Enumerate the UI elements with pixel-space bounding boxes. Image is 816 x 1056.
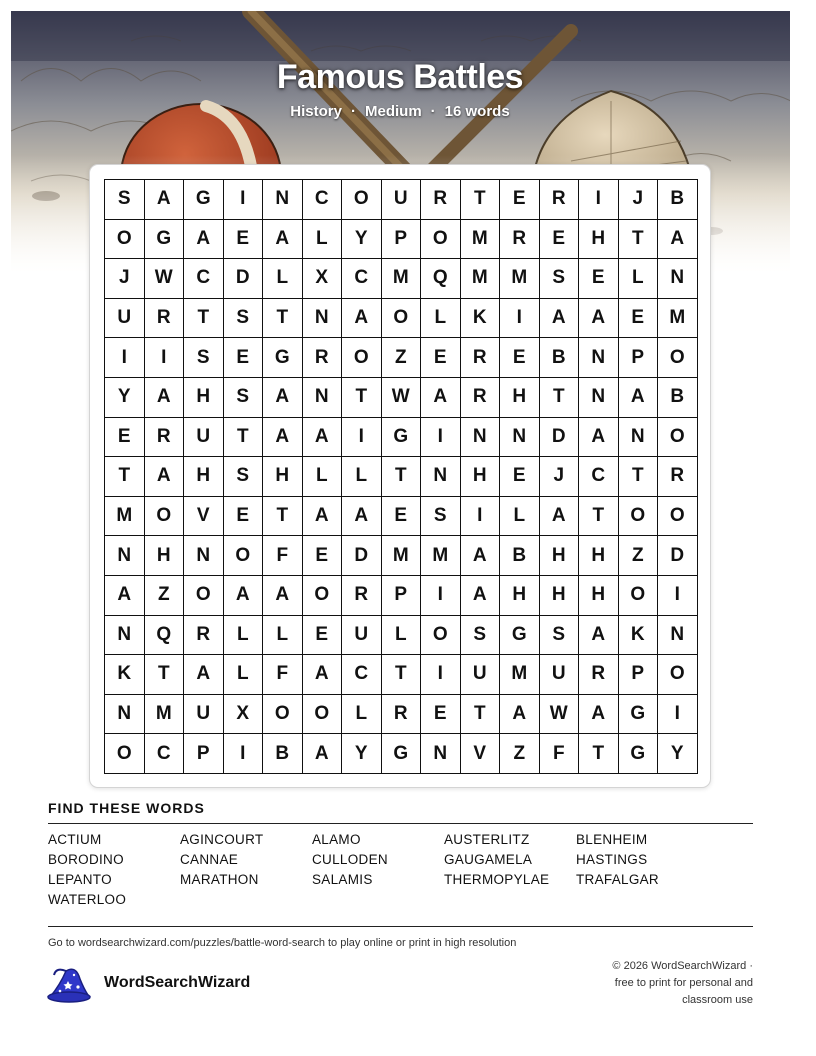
grid-cell[interactable]: X — [224, 695, 264, 735]
grid-cell[interactable]: N — [263, 180, 303, 220]
grid-cell[interactable]: W — [382, 378, 422, 418]
grid-cell[interactable]: G — [619, 734, 659, 774]
grid-cell[interactable]: E — [500, 457, 540, 497]
grid-cell[interactable]: T — [579, 734, 619, 774]
grid-cell[interactable]: H — [184, 378, 224, 418]
grid-cell[interactable]: L — [263, 259, 303, 299]
brand-name: WordSearchWizard — [104, 974, 251, 991]
grid-cell[interactable]: U — [184, 695, 224, 735]
grid-cell[interactable]: R — [382, 695, 422, 735]
word-item: LEPANTO — [48, 872, 112, 887]
grid-cell[interactable]: A — [105, 576, 145, 616]
copyright-text — [573, 958, 753, 1009]
letter-grid — [104, 179, 698, 774]
copyright-line: classroom use — [682, 994, 753, 1006]
grid-cell[interactable]: O — [658, 655, 698, 695]
grid-cell[interactable]: G — [500, 616, 540, 656]
grid-cell[interactable]: S — [224, 457, 264, 497]
grid-cell[interactable]: L — [263, 616, 303, 656]
grid-cell[interactable]: N — [658, 616, 698, 656]
grid-cell[interactable]: T — [461, 180, 501, 220]
grid-cell[interactable]: Z — [382, 338, 422, 378]
grid-cell[interactable]: S — [461, 616, 501, 656]
grid-cell[interactable]: T — [619, 457, 659, 497]
grid-cell[interactable]: E — [500, 338, 540, 378]
grid-cell[interactable]: B — [540, 338, 580, 378]
grid-cell[interactable]: S — [224, 299, 264, 339]
grid-cell[interactable]: A — [145, 180, 185, 220]
grid-cell[interactable]: N — [184, 536, 224, 576]
grid-cell[interactable]: Y — [342, 734, 382, 774]
grid-cell[interactable]: U — [461, 655, 501, 695]
grid-cell[interactable]: A — [461, 536, 501, 576]
grid-cell[interactable]: E — [224, 220, 264, 260]
grid-cell[interactable]: R — [145, 299, 185, 339]
grid-cell[interactable]: N — [658, 259, 698, 299]
grid-cell[interactable]: A — [421, 378, 461, 418]
grid-cell[interactable]: R — [461, 378, 501, 418]
word-item: MARATHON — [180, 872, 259, 887]
grid-cell[interactable]: T — [105, 457, 145, 497]
grid-cell[interactable]: B — [658, 378, 698, 418]
grid-cell[interactable]: T — [224, 418, 264, 458]
grid-cell[interactable]: U — [184, 418, 224, 458]
grid-cell[interactable]: O — [658, 418, 698, 458]
grid-cell[interactable]: M — [461, 220, 501, 260]
word-item: AGINCOURT — [180, 832, 264, 847]
word-item: BLENHEIM — [576, 832, 648, 847]
grid-cell[interactable]: A — [184, 220, 224, 260]
grid-cell[interactable]: O — [421, 616, 461, 656]
grid-cell[interactable]: L — [303, 220, 343, 260]
word-item: WATERLOO — [48, 892, 127, 907]
grid-cell[interactable]: A — [579, 695, 619, 735]
copyright-line: © 2026 WordSearchWizard · — [612, 960, 753, 972]
grid-cell[interactable]: L — [421, 299, 461, 339]
grid-cell[interactable]: I — [421, 576, 461, 616]
grid-cell[interactable]: A — [224, 576, 264, 616]
grid-cell[interactable]: A — [619, 378, 659, 418]
grid-cell[interactable]: R — [500, 220, 540, 260]
grid-cell[interactable]: Z — [500, 734, 540, 774]
grid-cell[interactable]: A — [303, 418, 343, 458]
word-list — [48, 832, 753, 908]
grid-cell[interactable]: R — [461, 338, 501, 378]
grid-cell[interactable]: G — [382, 734, 422, 774]
grid-cell[interactable]: E — [224, 338, 264, 378]
grid-cell[interactable]: M — [500, 259, 540, 299]
grid-cell[interactable]: R — [342, 576, 382, 616]
grid-cell[interactable]: S — [184, 338, 224, 378]
grid-cell[interactable]: E — [224, 497, 264, 537]
grid-cell[interactable]: T — [342, 378, 382, 418]
grid-cell[interactable]: G — [145, 220, 185, 260]
word-item: GAUGAMELA — [444, 852, 533, 867]
grid-cell[interactable]: M — [658, 299, 698, 339]
grid-cell[interactable]: M — [105, 497, 145, 537]
grid-cell[interactable]: A — [145, 378, 185, 418]
grid-cell[interactable]: T — [382, 457, 422, 497]
wizard-hat-icon — [46, 963, 92, 1003]
grid-cell[interactable]: T — [263, 497, 303, 537]
grid-cell[interactable]: H — [579, 576, 619, 616]
grid-cell[interactable]: R — [421, 180, 461, 220]
grid-cell[interactable]: Q — [421, 259, 461, 299]
grid-cell[interactable]: S — [224, 378, 264, 418]
grid-cell[interactable]: N — [421, 734, 461, 774]
grid-cell[interactable]: A — [145, 457, 185, 497]
grid-cell[interactable]: E — [105, 418, 145, 458]
grid-cell[interactable]: A — [658, 220, 698, 260]
grid-cell[interactable]: M — [382, 536, 422, 576]
grid-cell[interactable]: N — [105, 616, 145, 656]
grid-cell[interactable]: L — [224, 616, 264, 656]
grid-cell[interactable]: C — [145, 734, 185, 774]
grid-cell[interactable]: T — [263, 299, 303, 339]
grid-cell[interactable]: A — [263, 418, 303, 458]
grid-cell[interactable]: H — [540, 536, 580, 576]
grid-cell[interactable]: A — [500, 695, 540, 735]
grid-cell[interactable]: M — [421, 536, 461, 576]
grid-cell[interactable]: D — [224, 259, 264, 299]
grid-cell[interactable]: O — [303, 576, 343, 616]
grid-cell[interactable]: A — [263, 220, 303, 260]
grid-cell[interactable]: M — [461, 259, 501, 299]
title-block — [0, 58, 800, 120]
grid-cell[interactable]: W — [145, 259, 185, 299]
word-item: ALAMO — [312, 832, 361, 847]
grid-cell[interactable]: G — [382, 418, 422, 458]
grid-cell[interactable]: P — [382, 576, 422, 616]
grid-cell[interactable]: D — [658, 536, 698, 576]
divider — [48, 823, 753, 824]
grid-cell[interactable]: P — [619, 338, 659, 378]
grid-cell[interactable]: L — [500, 497, 540, 537]
grid-cell[interactable]: A — [540, 497, 580, 537]
grid-cell[interactable]: J — [540, 457, 580, 497]
grid-cell[interactable]: I — [579, 180, 619, 220]
grid-cell[interactable]: A — [579, 616, 619, 656]
grid-cell[interactable]: C — [342, 259, 382, 299]
puzzle-meta — [0, 103, 800, 120]
grid-cell[interactable]: D — [342, 536, 382, 576]
grid-cell[interactable]: I — [105, 338, 145, 378]
grid-cell[interactable]: T — [382, 655, 422, 695]
grid-cell[interactable]: G — [184, 180, 224, 220]
grid-cell[interactable]: O — [263, 695, 303, 735]
grid-cell[interactable]: F — [263, 655, 303, 695]
grid-cell[interactable]: A — [342, 497, 382, 537]
brand — [46, 963, 250, 1003]
grid-cell[interactable]: F — [540, 734, 580, 774]
grid-cell[interactable]: J — [105, 259, 145, 299]
grid-cell[interactable]: X — [303, 259, 343, 299]
word-item: CULLODEN — [312, 852, 388, 867]
grid-cell[interactable]: L — [382, 616, 422, 656]
grid-cell[interactable]: P — [619, 655, 659, 695]
grid-cell[interactable]: K — [461, 299, 501, 339]
grid-cell[interactable]: F — [263, 536, 303, 576]
grid-cell[interactable]: O — [105, 734, 145, 774]
grid-cell[interactable]: R — [303, 338, 343, 378]
grid-cell[interactable]: C — [579, 457, 619, 497]
grid-cell[interactable]: H — [500, 378, 540, 418]
grid-cell[interactable]: A — [184, 655, 224, 695]
grid-cell[interactable]: P — [184, 734, 224, 774]
grid-cell[interactable]: E — [303, 536, 343, 576]
grid-cell[interactable]: A — [579, 299, 619, 339]
category-label: History — [290, 103, 342, 120]
grid-cell[interactable]: B — [658, 180, 698, 220]
grid-cell[interactable]: E — [619, 299, 659, 339]
grid-cell[interactable]: I — [421, 418, 461, 458]
grid-cell[interactable]: Y — [658, 734, 698, 774]
grid-cell[interactable]: T — [145, 655, 185, 695]
grid-cell[interactable]: H — [579, 220, 619, 260]
grid-cell[interactable]: R — [184, 616, 224, 656]
word-item: ACTIUM — [48, 832, 102, 847]
grid-cell[interactable]: E — [303, 616, 343, 656]
grid-cell[interactable]: B — [500, 536, 540, 576]
grid-cell[interactable]: O — [145, 497, 185, 537]
grid-cell[interactable]: G — [263, 338, 303, 378]
grid-cell[interactable]: T — [461, 695, 501, 735]
grid-cell[interactable]: O — [342, 180, 382, 220]
grid-cell[interactable]: S — [421, 497, 461, 537]
grid-cell[interactable]: S — [540, 259, 580, 299]
grid-cell[interactable]: E — [421, 338, 461, 378]
grid-cell[interactable]: I — [342, 418, 382, 458]
word-item: THERMOPYLAE — [444, 872, 550, 887]
grid-cell[interactable]: U — [382, 180, 422, 220]
grid-cell[interactable]: N — [461, 418, 501, 458]
grid-cell[interactable]: A — [303, 734, 343, 774]
grid-cell[interactable]: E — [540, 220, 580, 260]
grid-cell[interactable]: H — [461, 457, 501, 497]
grid-cell[interactable]: U — [342, 616, 382, 656]
grid-cell[interactable]: S — [105, 180, 145, 220]
grid-cell[interactable]: K — [619, 616, 659, 656]
grid-cell[interactable]: R — [579, 655, 619, 695]
grid-cell[interactable]: T — [540, 378, 580, 418]
grid-cell[interactable]: A — [461, 576, 501, 616]
grid-cell[interactable]: A — [303, 497, 343, 537]
grid-cell[interactable]: O — [658, 338, 698, 378]
grid-cell[interactable]: N — [105, 536, 145, 576]
grid-cell[interactable]: A — [303, 655, 343, 695]
grid-cell[interactable]: D — [540, 418, 580, 458]
grid-cell[interactable]: K — [105, 655, 145, 695]
grid-cell[interactable]: I — [658, 695, 698, 735]
grid-cell[interactable]: N — [303, 299, 343, 339]
grid-cell[interactable]: N — [303, 378, 343, 418]
grid-cell[interactable]: I — [421, 655, 461, 695]
grid-cell[interactable]: O — [382, 299, 422, 339]
grid-cell[interactable]: N — [500, 418, 540, 458]
grid-cell[interactable]: A — [263, 378, 303, 418]
grid-cell[interactable]: L — [342, 695, 382, 735]
grid-cell[interactable]: C — [342, 655, 382, 695]
grid-cell[interactable]: P — [382, 220, 422, 260]
grid-cell[interactable]: E — [421, 695, 461, 735]
copyright-line: free to print for personal and — [614, 977, 753, 989]
grid-cell[interactable]: E — [579, 259, 619, 299]
grid-cell[interactable]: L — [224, 655, 264, 695]
grid-cell[interactable]: O — [619, 497, 659, 537]
grid-cell[interactable]: A — [540, 299, 580, 339]
grid-cell[interactable]: V — [461, 734, 501, 774]
grid-cell[interactable]: B — [263, 734, 303, 774]
word-item: CANNAE — [180, 852, 239, 867]
grid-cell[interactable]: J — [619, 180, 659, 220]
grid-cell[interactable]: Q — [145, 616, 185, 656]
grid-cell[interactable]: I — [658, 576, 698, 616]
divider — [48, 926, 753, 927]
word-item: HASTINGS — [576, 852, 648, 867]
grid-cell[interactable]: U — [540, 655, 580, 695]
grid-cell[interactable]: L — [342, 457, 382, 497]
grid-cell[interactable]: O — [658, 497, 698, 537]
grid-cell[interactable]: E — [382, 497, 422, 537]
grid-cell[interactable]: V — [184, 497, 224, 537]
grid-cell[interactable]: M — [382, 259, 422, 299]
grid-cell[interactable]: R — [658, 457, 698, 497]
grid-cell[interactable]: M — [145, 695, 185, 735]
word-count-label: 16 words — [444, 103, 510, 120]
grid-cell[interactable]: I — [461, 497, 501, 537]
grid-cell[interactable]: C — [184, 259, 224, 299]
grid-cell[interactable]: S — [540, 616, 580, 656]
grid-cell[interactable]: O — [303, 695, 343, 735]
difficulty-label: Medium — [364, 103, 422, 120]
grid-cell[interactable]: T — [619, 220, 659, 260]
grid-cell[interactable]: H — [579, 536, 619, 576]
grid-cell[interactable]: C — [303, 180, 343, 220]
word-list-heading: FIND THESE WORDS — [48, 800, 205, 816]
grid-cell[interactable]: N — [579, 338, 619, 378]
grid-cell[interactable]: L — [303, 457, 343, 497]
grid-cell[interactable]: U — [105, 299, 145, 339]
grid-cell[interactable]: W — [540, 695, 580, 735]
grid-cell[interactable]: N — [421, 457, 461, 497]
grid-cell[interactable]: I — [145, 338, 185, 378]
grid-cell[interactable]: M — [500, 655, 540, 695]
grid-cell[interactable]: O — [342, 338, 382, 378]
grid-cell[interactable]: Z — [145, 576, 185, 616]
separator-dot: · — [430, 103, 436, 120]
grid-cell[interactable]: H — [145, 536, 185, 576]
grid-cell[interactable]: O — [184, 576, 224, 616]
grid-cell[interactable]: H — [500, 576, 540, 616]
grid-cell[interactable]: N — [105, 695, 145, 735]
grid-cell[interactable]: A — [579, 418, 619, 458]
grid-cell[interactable]: H — [540, 576, 580, 616]
grid-cell[interactable]: I — [500, 299, 540, 339]
grid-cell[interactable]: H — [263, 457, 303, 497]
word-item: BORODINO — [48, 852, 124, 867]
word-item: SALAMIS — [312, 872, 373, 887]
word-item: AUSTERLITZ — [444, 832, 530, 847]
grid-cell[interactable]: H — [184, 457, 224, 497]
grid-cell[interactable]: O — [619, 576, 659, 616]
word-item: TRAFALGAR — [576, 872, 659, 887]
grid-cell[interactable]: I — [224, 180, 264, 220]
grid-cell[interactable]: Y — [105, 378, 145, 418]
grid-cell[interactable]: N — [579, 378, 619, 418]
grid-cell[interactable]: L — [619, 259, 659, 299]
grid-cell[interactable]: I — [224, 734, 264, 774]
separator-dot: · — [350, 103, 356, 120]
grid-cell[interactable]: A — [342, 299, 382, 339]
puzzle-title: Famous Battles — [276, 58, 524, 96]
grid-cell[interactable]: G — [619, 695, 659, 735]
grid-cell[interactable]: T — [579, 497, 619, 537]
grid-cell[interactable]: Z — [619, 536, 659, 576]
grid-cell[interactable]: T — [184, 299, 224, 339]
grid-cell[interactable]: O — [224, 536, 264, 576]
grid-cell[interactable]: O — [105, 220, 145, 260]
grid-cell[interactable]: A — [263, 576, 303, 616]
grid-cell[interactable]: Y — [342, 220, 382, 260]
grid-cell[interactable]: R — [540, 180, 580, 220]
grid-cell[interactable]: O — [421, 220, 461, 260]
grid-cell[interactable]: R — [145, 418, 185, 458]
grid-cell[interactable]: E — [500, 180, 540, 220]
footer-url-text: Go to wordsearchwizard.com/puzzles/battle-word-search to play online or print in high resolution — [48, 937, 517, 949]
grid-cell[interactable]: N — [619, 418, 659, 458]
